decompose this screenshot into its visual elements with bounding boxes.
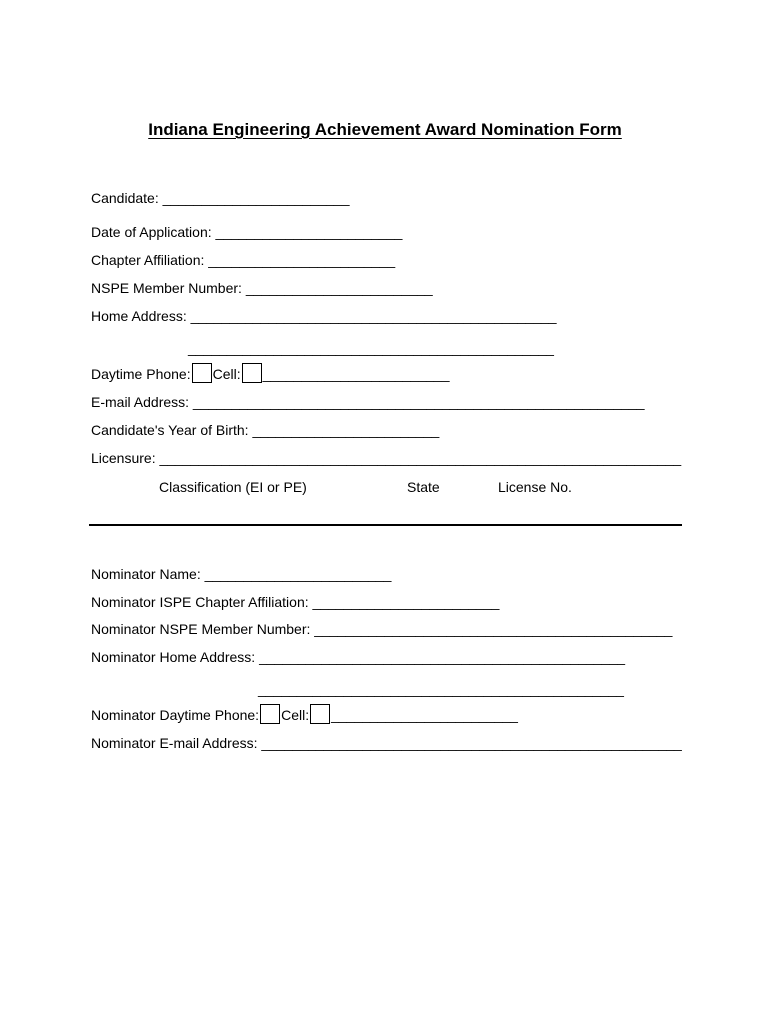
year-of-birth-field: Candidate's Year of Birth: ________________________ bbox=[91, 422, 440, 438]
nominator-nspe-member-number-field: Nominator NSPE Member Number: ______________________________________________ bbox=[91, 621, 673, 637]
nominator-home-address-continuation: _______________________________________________ bbox=[258, 681, 624, 697]
nominator-name-field: Nominator Name: ________________________ bbox=[91, 566, 392, 582]
state-caption: State bbox=[407, 479, 440, 495]
classification-caption: Classification (EI or PE) bbox=[159, 479, 307, 495]
daytime-phone-label: Daytime Phone: bbox=[91, 366, 191, 382]
section-divider bbox=[89, 524, 682, 526]
nspe-member-number-field: NSPE Member Number: ________________________ bbox=[91, 280, 433, 296]
nominator-daytime-phone-label: Nominator Daytime Phone: bbox=[91, 707, 260, 723]
nominator-cell-box[interactable] bbox=[310, 704, 330, 724]
candidate-field: Candidate: ________________________ bbox=[91, 190, 350, 206]
cell-blank: ________________________ bbox=[262, 366, 450, 382]
nominator-home-address-field: Nominator Home Address: _______________________________________________ bbox=[91, 649, 626, 665]
nominator-cell-blank: ________________________ bbox=[331, 707, 518, 723]
nominator-daytime-phone-row bbox=[91, 706, 518, 724]
nominator-daytime-phone-box[interactable] bbox=[260, 704, 280, 724]
cell-box[interactable] bbox=[242, 363, 262, 383]
chapter-affiliation-field: Chapter Affiliation: ________________________ bbox=[91, 252, 396, 268]
nominator-email-address-field: Nominator E-mail Address: ______________________________________________________ bbox=[91, 735, 682, 751]
daytime-phone-box[interactable] bbox=[192, 363, 212, 383]
daytime-phone-row bbox=[91, 365, 450, 383]
home-address-continuation: _______________________________________________ bbox=[188, 340, 554, 356]
form-title: Indiana Engineering Achievement Award Nomination Form bbox=[148, 120, 622, 139]
cell-label: Cell: bbox=[212, 366, 241, 382]
home-address-field: Home Address: _______________________________________________ bbox=[91, 308, 557, 324]
date-of-application-field: Date of Application: ________________________ bbox=[91, 224, 403, 240]
nominator-cell-label: Cell: bbox=[281, 707, 310, 723]
license-no-caption: License No. bbox=[498, 479, 572, 495]
nominator-chapter-affiliation-field: Nominator ISPE Chapter Affiliation: ________________________ bbox=[91, 594, 500, 610]
licensure-field: Licensure: ___________________________________________________________________ bbox=[91, 450, 682, 466]
email-address-field: E-mail Address: __________________________________________________________ bbox=[91, 394, 645, 410]
